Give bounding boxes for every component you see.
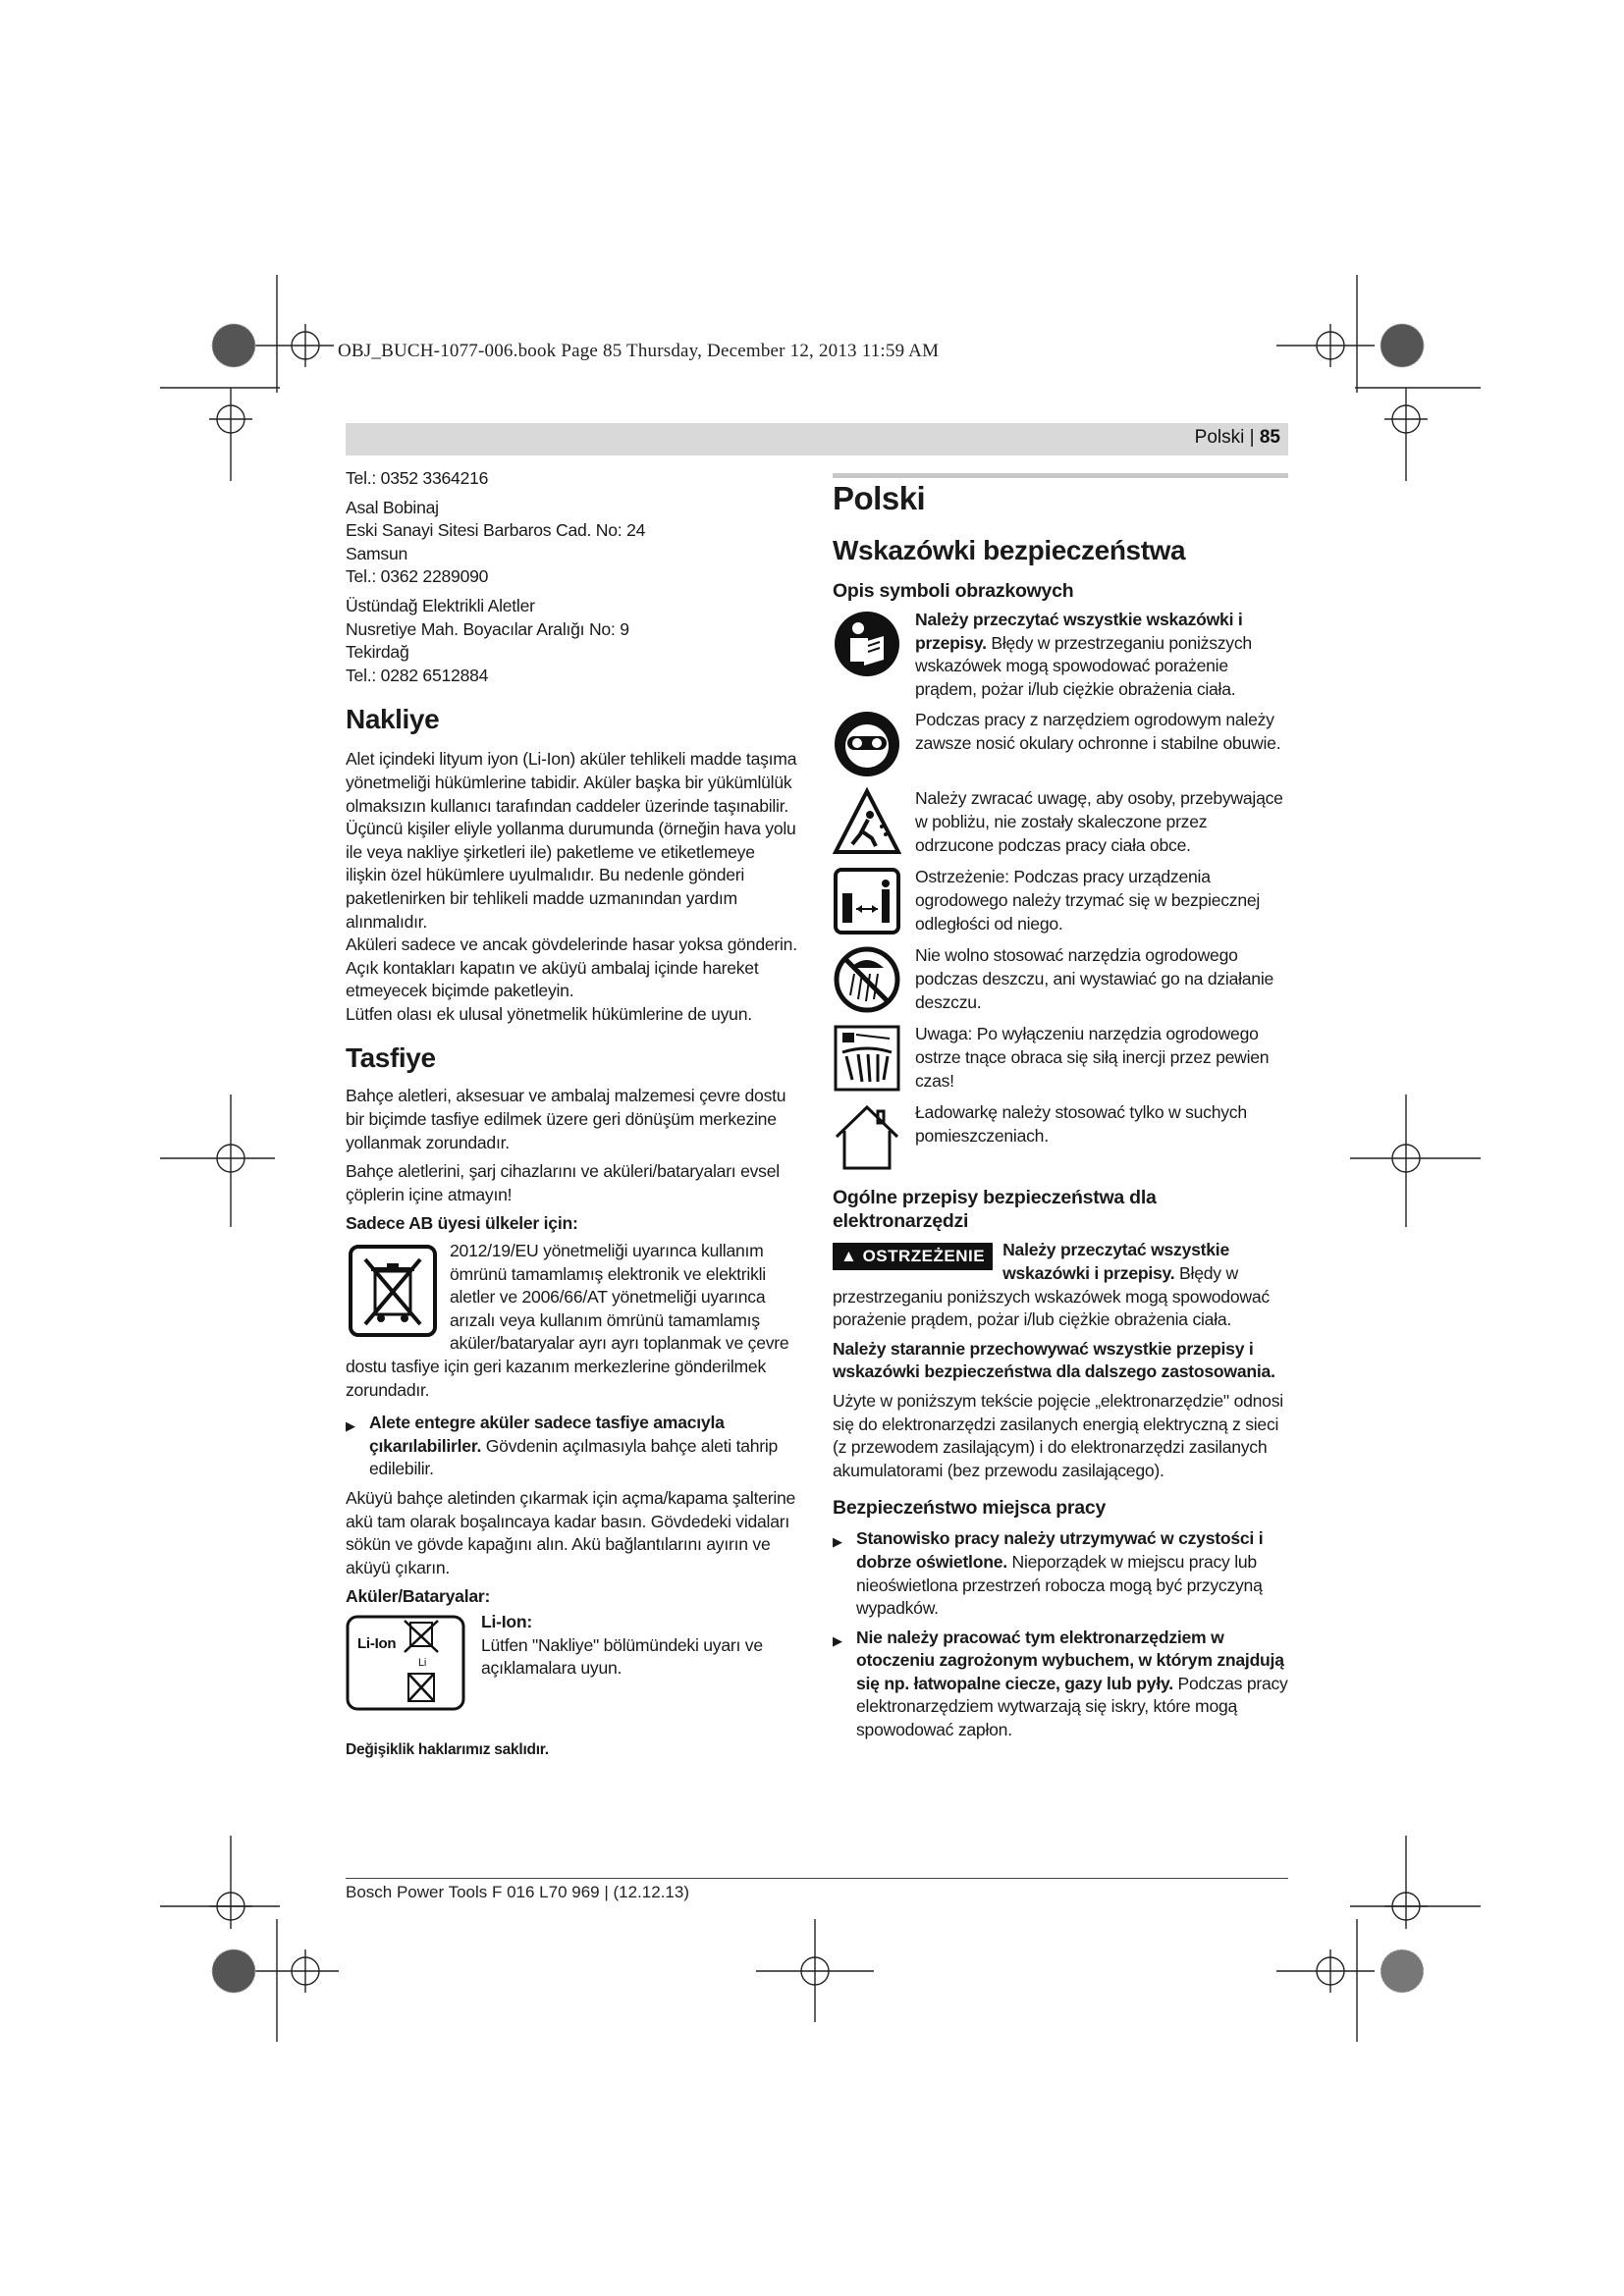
liion-label: Li-Ion: xyxy=(481,1611,532,1631)
bullet-text: Gövdenin açılmasıyla bahçe aleti tahrip edilebilir. xyxy=(369,1435,779,1479)
keep-instructions: Należy starannie przechowywać wszystkie przepisy i wskazówki bezpieczeństwa dla dalszego zastosowania. xyxy=(833,1338,1275,1382)
liion-recycle-icon xyxy=(346,1613,467,1713)
bullet-text: Nieporządek w miejscu pracy lub nieoświetlona przestrzeń robocza mogą być przyczyną wypadków. xyxy=(856,1551,1263,1619)
blade-coasting-icon xyxy=(833,1023,901,1094)
indoor-house-icon xyxy=(833,1101,901,1172)
print-header: OBJ_BUCH-1077-006.book Page 85 Thursday, December 12, 2013 11:59 AM xyxy=(338,341,940,361)
warning-triangle-icon: ▲ xyxy=(840,1247,858,1266)
bullet-item xyxy=(833,1527,1288,1620)
left-column xyxy=(346,467,799,1762)
symbol-row xyxy=(833,709,1288,779)
batteries-heading: Aküler/Bataryalar: xyxy=(346,1586,491,1607)
section-title-nakliye: Nakliye xyxy=(346,704,440,735)
right-column xyxy=(833,479,1288,1748)
bullet-arrow-icon: ▶ xyxy=(833,1632,842,1648)
symbol-row xyxy=(833,944,1288,1015)
symbol7-text: Ładowarkę należy stosować tylko w suchych pomieszczeniach. xyxy=(915,1102,1247,1146)
page-number: 85 xyxy=(1259,427,1280,448)
address-line: Eski Sanayi Sitesi Barbaros Cad. No: 24 xyxy=(346,520,646,541)
symbol6-text: Uwaga: Po wyłączeniu narzędzia ogrodowego ostrze tnące obraca się siłą inercji przez pewien czas! xyxy=(915,1024,1270,1091)
paragraph: Bahçe aletlerini, şarj cihazlarını ve aküleri/bataryaları evsel çöplerin içine atmayın! xyxy=(346,1161,780,1204)
address-block-3 xyxy=(346,595,799,687)
bullet-bold: Stanowisko pracy należy utrzymywać w czystości i dobrze oświetlone. xyxy=(856,1528,1264,1572)
liion-icon-label: Li-Ion xyxy=(357,1634,397,1652)
address-line: Asal Bobinaj xyxy=(346,497,439,517)
warning-text: Błędy w przestrzeganiu poniższych wskazówek mogą spowodować porażenie prądem, pożar i/lub ciężkie obrażenia ciała. xyxy=(833,1262,1270,1330)
bullet-bold: Alete entegre aküler sadece tasfiye amacıyla çıkarılabilirler. xyxy=(369,1413,725,1456)
workplace-title: Bezpieczeństwo miejsca pracy xyxy=(833,1497,1107,1520)
term-paragraph: Użyte w poniższym tekście pojęcie „elektronarzędzie" odnosi się do elektronarzędzi zasilanych energią elektryczną z sieci (z przewodem zasilającym) i do elektronarzędzi zasilanych akumulatorami (bez przewodu zasilającego). xyxy=(833,1390,1283,1480)
paragraph: Üçüncü kişiler eliyle yollanma durumunda (örneğin hava yolu ile veya nakliye şirketleri ile) paketleme ve etiketlemeye ilişkin özel hükümlere uyulmalıdır. Bu nedenle gönderi paketlenirken bir tehlikeli madde uzmanından yardım alınmalıdır. xyxy=(346,819,796,932)
general-rules-title: Ogólne przepisy bezpieczeństwa dla elektronarzędzi xyxy=(833,1187,1157,1233)
symbol-row xyxy=(833,609,1288,701)
warning-bold: Należy przeczytać wszystkie wskazówki i przepisy. xyxy=(1002,1240,1229,1283)
flying-debris-warning-icon xyxy=(833,787,901,858)
goggles-icon xyxy=(833,709,901,779)
symbol-row xyxy=(833,1023,1288,1094)
warning-badge-label: OSTRZEŻENIE xyxy=(862,1247,986,1266)
symbol-row xyxy=(833,787,1288,858)
paragraph: Aküleri sadece ve ancak gövdelerinde hasar yoksa gönderin. Açık kontakları kapatın ve aküyü ambalaj içinde hareket etmeyecek biçimde paketleyin. xyxy=(346,934,797,1001)
bullet-item xyxy=(346,1412,799,1481)
paragraph: Alet içindeki lityum iyon (Li-Ion) aküler tehlikeli madde taşıma yönetmeliği hükümlerine tabidir. Aküler başka bir yükümlülük olmaksızın kullanıcı tarafından caddeler üzerinde taşınabilir. xyxy=(346,749,797,816)
language-title: Polski xyxy=(833,480,926,516)
address-line: Tel.: 0282 6512884 xyxy=(346,665,489,685)
symbols-title: Opis symboli obrazkowych xyxy=(833,580,1074,602)
paragraph: Bahçe aletleri, aksesuar ve ambalaj malzemesi çevre dostu bir biçimde tasfiye edilmek üzere geri dönüşüm merkezine yollanmak zorundadır. xyxy=(346,1086,786,1152)
symbol1-bold: Należy przeczytać wszystkie wskazówki i przepisy. xyxy=(915,610,1243,653)
eu-text: 2012/19/EU yönetmeliği uyarınca kullanım ömrünü tamamlamış elektronik ve elektrikli aletler ve 2006/66/AT yönetmeliği uyarınca arızalı veya kullanım ömrünü tamamlamış aküler/bataryalar ayrı ayrı toplanmak ve çevre dostu tasfiye için geri kazanım merkezlerine gönderilmek zorundadır. xyxy=(346,1241,789,1400)
paragraph: Lütfen olası ek ulusal yönetmelik hükümlerine de uyun. xyxy=(346,1003,752,1024)
bullet-item xyxy=(833,1627,1288,1742)
address-line: Üstündağ Elektrikli Aletler xyxy=(346,595,535,615)
address-line: Nusretiye Mah. Boyacılar Aralığı No: 9 xyxy=(346,618,629,639)
eu-paragraph xyxy=(346,1240,799,1402)
safety-title: Wskazówki bezpieczeństwa xyxy=(833,535,1186,565)
read-manual-icon xyxy=(833,609,901,679)
liion-text: Lütfen "Nakliye" bölümündeki uyarı ve açıklamalara uyun. xyxy=(481,1634,763,1679)
bullet-text: Podczas pracy elektronarzędziem wytwarzają się iskry, które mogą spowodować zapłon. xyxy=(856,1673,1288,1740)
tel-line: Tel.: 0352 3364216 xyxy=(346,468,489,488)
footer-rule xyxy=(346,1878,1288,1879)
address-line: Tel.: 0362 2289090 xyxy=(346,566,489,587)
symbol5-text: Nie wolno stosować narzędzia ogrodowego podczas deszczu, ani wystawiać go na działanie deszczu. xyxy=(915,945,1274,1012)
page-lang: Polski xyxy=(1194,427,1245,448)
footer-text: Bosch Power Tools F 016 L70 969 | (12.12.13) xyxy=(346,1883,689,1901)
no-rain-icon xyxy=(833,944,901,1015)
crossed-bin-icon xyxy=(348,1244,438,1338)
li-small-label: Li xyxy=(418,1656,427,1669)
symbol2-text: Podczas pracy z narzędziem ogrodowym należy zawsze nosić okulary ochronne i stabilne obuwie. xyxy=(915,710,1281,753)
section-rule xyxy=(833,473,1288,478)
safe-distance-icon xyxy=(833,866,901,936)
address-block-2 xyxy=(346,497,799,589)
bullet-bold: Nie należy pracować tym elektronarzędziem w otoczeniu zagrożonym wybuchem, w którym znajdują się np. łatwopalne ciecze, gazy lub pyły. xyxy=(856,1627,1284,1693)
section-title-tasfiye: Tasfiye xyxy=(346,1042,436,1074)
warning-paragraph xyxy=(833,1239,1288,1331)
symbol-row xyxy=(833,866,1288,936)
liion-block xyxy=(346,1611,799,1713)
paragraph: Aküyü bahçe aletinden çıkarmak için açma/kapama şalterine akü tam olarak boşalıncaya kadar basın. Gövdedeki vidaları sökün ve gövde kapağını alın. Akü bağlantılarını ayırın ve aküyü çıkarın. xyxy=(346,1487,796,1577)
symbol3-text: Należy zwracać uwagę, aby osoby, przebywające w pobliżu, nie zostały skaleczone przez odrzucone podczas pracy ciała obce. xyxy=(915,788,1283,855)
symbol4-text: Ostrzeżenie: Podczas pracy urządzenia ogrodowego należy trzymać się w bezpiecznej odległości od niego. xyxy=(915,867,1261,934)
symbol-row xyxy=(833,1101,1288,1172)
bullet-arrow-icon: ▶ xyxy=(833,1534,842,1550)
warning-badge xyxy=(833,1243,993,1270)
symbol1-text: Błędy w przestrzeganiu poniższych wskazówek mogą spowodować porażenie prądem, pożar i/lub ciężkie obrażenia ciała. xyxy=(915,632,1252,699)
address-line: Tekirdağ xyxy=(346,642,409,663)
page-sep: | xyxy=(1244,427,1260,448)
page-label xyxy=(1100,427,1280,449)
bullet-arrow-icon: ▶ xyxy=(346,1418,355,1434)
changes-note: Değişiklik haklarımız saklıdır. xyxy=(346,1740,549,1758)
address-line: Samsun xyxy=(346,543,408,563)
eu-heading: Sadece AB üyesi ülkeler için: xyxy=(346,1213,578,1234)
